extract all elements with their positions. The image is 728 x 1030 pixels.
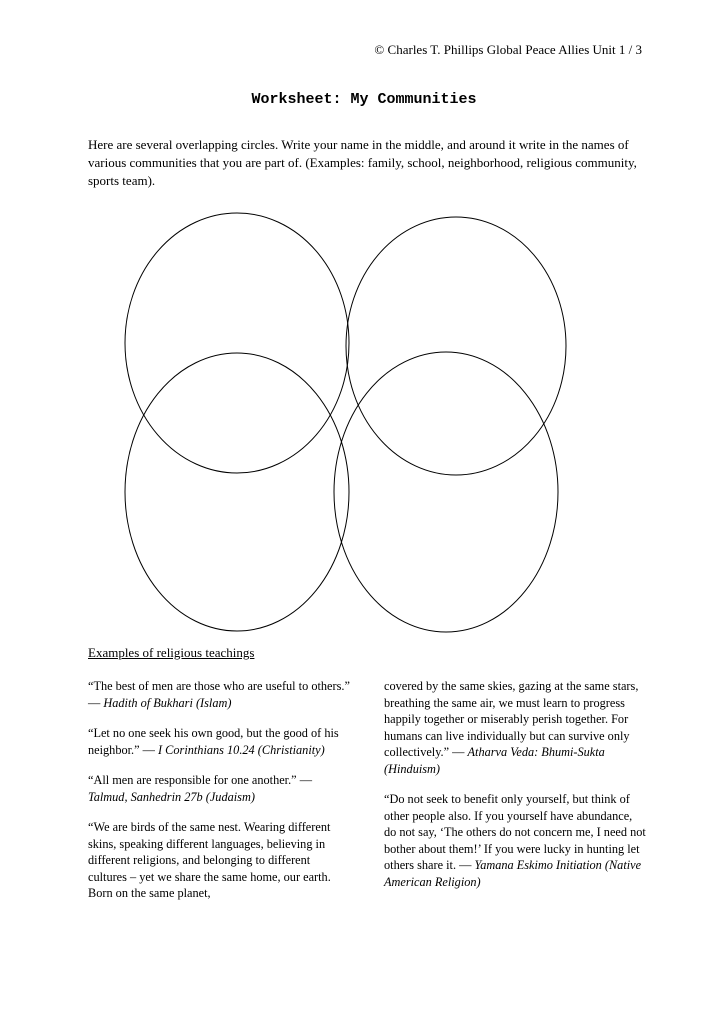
quotes-right-column [384,678,646,904]
circle-bottom-left [125,353,349,631]
quote-item: “We are birds of the same nest. Wearing different skins, speaking different languages, believing in different religions, and belonging to different cultures – yet we share the same home, our earth. Born on the same planet, [88,820,331,900]
quote-source: Hadith of Bukhari (Islam) [103,695,232,710]
quote-item: covered by the same skies, gazing at the same stars, breathing the same air, we must learn to progress happily together or miserably perish together. For humans can live individually but can survive only collectively.” — Atharva Veda: Bhumi-Sukta (Hinduism) [384,679,639,776]
quote-item: “All men are responsible for one another.” —Talmud, Sanhedrin 27b (Judaism) [88,773,312,804]
quote-item: “The best of men are those who are useful to others.” — Hadith of Bukhari (Islam) [88,679,350,710]
quote-source: Atharva Veda: Bhumi-Sukta (Hinduism) [384,745,605,776]
instructions-paragraph: Here are several overlapping circles. Write your name in the middle, and around it write in the names of various communities that you are part of. (Examples: family, school, neighborhood, religious community, sports team). [88,137,637,188]
quote-source: Talmud, Sanhedrin 27b (Judaism) [88,789,255,804]
page-title: Worksheet: My Communities [251,91,477,108]
circle-top-right [346,217,566,475]
quote-source: Yamana Eskimo Initiation (Native American Religion) [384,858,642,889]
copyright-header: © Charles T. Phillips Global Peace Allies Unit 1 / 3 [374,42,642,57]
quote-item: “Do not seek to benefit only yourself, but think of other people also. If you yourself have abundance, do not say, ‘The others do not concern me, I need not bother about them!’ If you were lucky in hunting let others share it. — Yamana Eskimo Initiation (Native American Religion) [384,792,646,889]
quotes-left-column [88,678,350,916]
section-heading: Examples of religious teachings [88,645,255,660]
circle-bottom-right [334,352,558,632]
circle-top-left [125,213,349,473]
quote-item: “Let no one seek his own good, but the good of his neighbor.” — I Corinthians 10.24 (Christianity) [88,726,339,757]
quote-source: I Corinthians 10.24 (Christianity) [158,742,325,757]
